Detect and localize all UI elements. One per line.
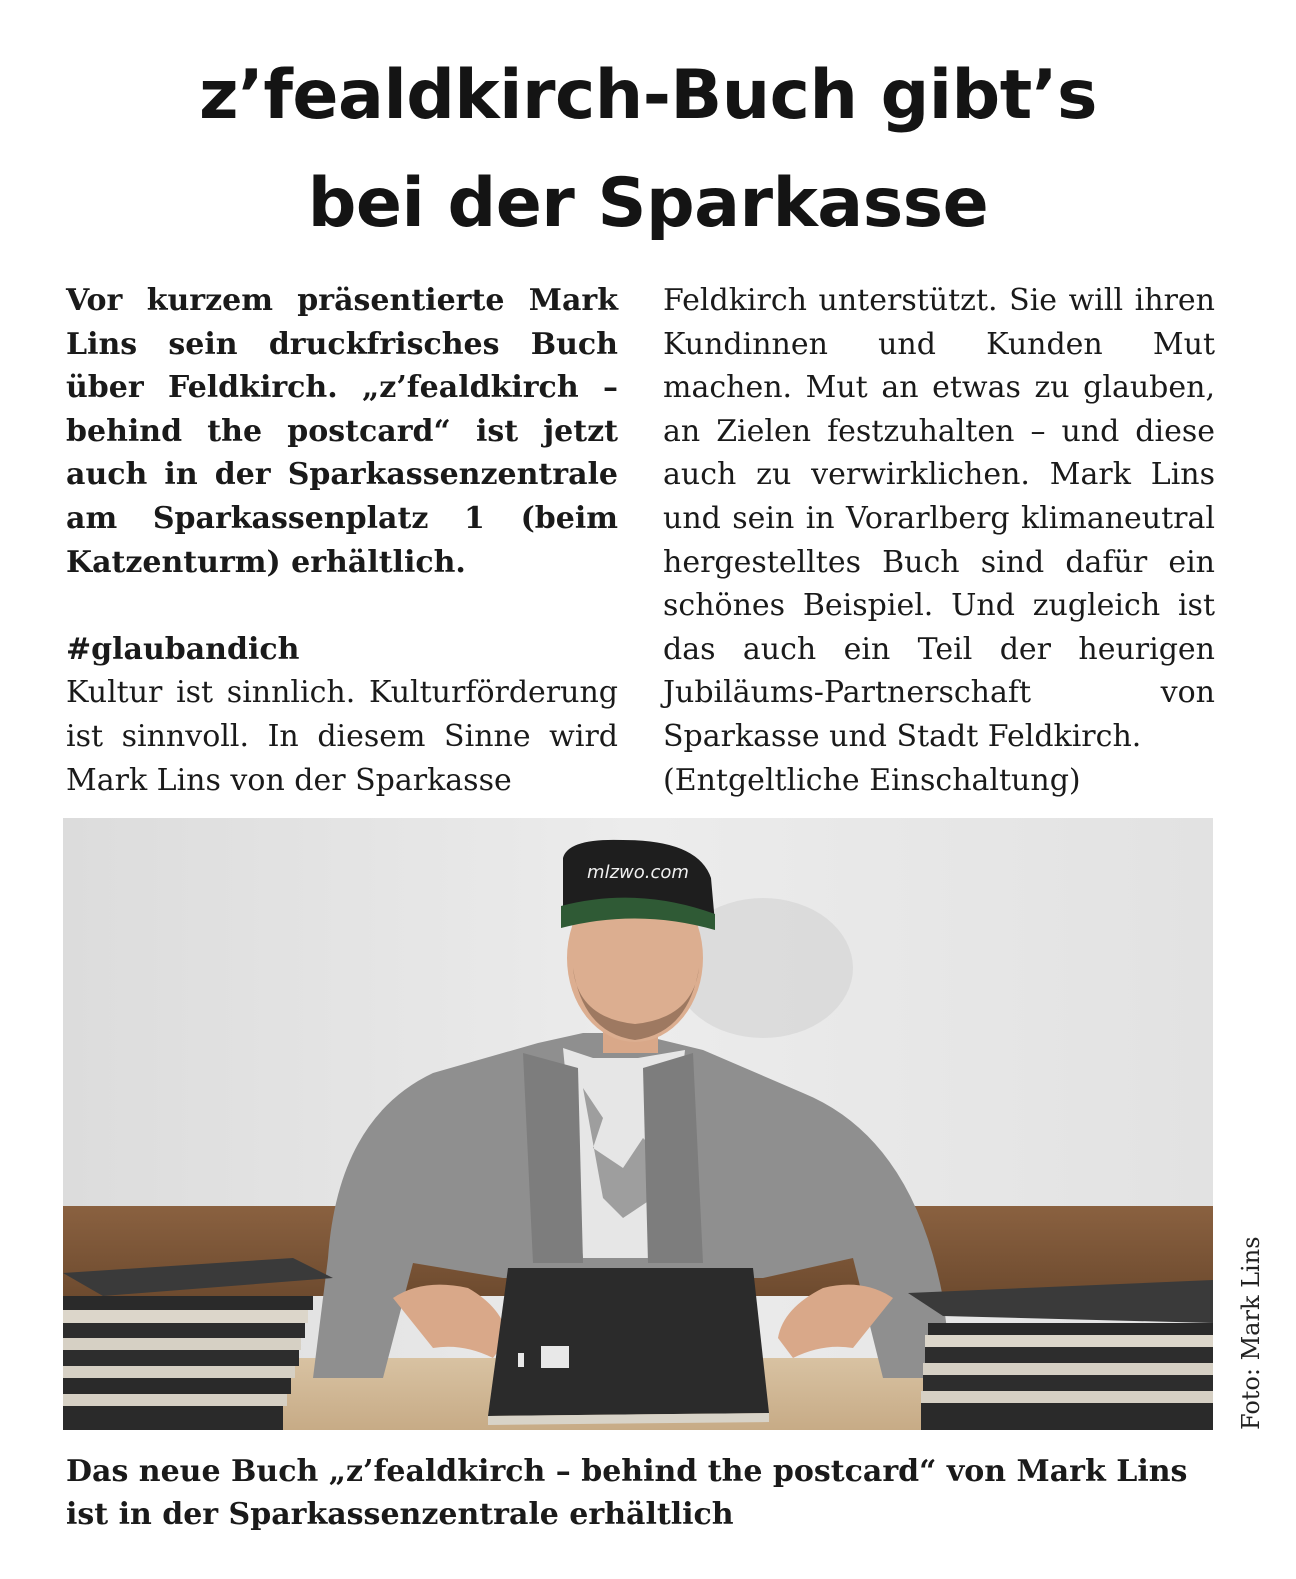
left-column: [66, 279, 618, 802]
lead-paragraph: Vor kurzem präsentierte Mark Lins sein druckfrisches Buch über Feldkirch. „z’fealdkirch – behind the postcard“ ist jetzt auch in der Sparkassenzentrale am Sparkassenplatz 1 (beim Katzenturm) erhältlich.: [66, 283, 618, 580]
left-body-paragraph: Kultur ist sinnlich. Kulturförderung ist sinnvoll. In diesem Sinne wird Mark Lins von der Sparkasse: [66, 675, 618, 798]
subheading-glaubandich: #glaubandich: [66, 631, 300, 667]
headline-line-2: bei der Sparkasse: [307, 164, 989, 243]
book-stack-right: [908, 1280, 1213, 1430]
caption-line-1: Das neue Buch „z’fealdkirch – behind the postcard“ von Mark Lins: [66, 1454, 1188, 1489]
photo-credit: Foto: Mark Lins: [1237, 1236, 1265, 1430]
headline: [0, 42, 1296, 258]
disclaimer: (Entgeltliche Einschaltung): [663, 762, 1081, 798]
headline-line-1: z’fealdkirch-Buch gibt’s: [198, 56, 1098, 135]
right-column: [663, 279, 1215, 802]
book-center: [488, 1268, 769, 1425]
article-photo: [63, 818, 1213, 1430]
caption-line-2: ist in der Sparkassenzentrale erhältlich: [66, 1497, 734, 1532]
cap-logo-text: mlzwo.com: [587, 862, 689, 883]
photo-caption: [66, 1450, 1226, 1536]
right-body-paragraph: Feldkirch unterstützt. Sie will ihren Kundinnen und Kunden Mut machen. Mut an etwas zu glauben, an Zielen festzuhalten – und diese auch zu verwirklichen. Mark Lins und sein in Vorarlberg klimaneutral hergestelltes Buch sind dafür ein schönes Beispiel. Und zugleich ist das auch ein Teil der heurigen Jubiläums-Partnerschaft von Sparkasse und Stadt Feldkirch.: [663, 283, 1215, 754]
